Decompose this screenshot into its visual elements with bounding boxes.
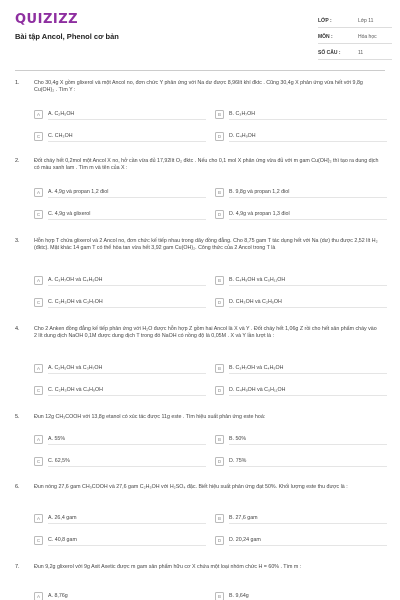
option-text: A. C₂H₅OH bbox=[48, 111, 75, 117]
answer-option-d[interactable] bbox=[215, 455, 387, 467]
option-letter-box: B bbox=[215, 435, 224, 444]
question-text: Đun nóng 27,6 gam CH₃COOH và 27,6 gam C₂H₅OH với H₂SO₄ đặc. Biết hiệu suất phản ứng đạt 50%. Khối lượng este thu được là : bbox=[34, 484, 348, 490]
meta-label: MÔN : bbox=[318, 33, 333, 40]
answer-option-a[interactable] bbox=[34, 274, 206, 286]
option-letter-box: D bbox=[215, 457, 224, 466]
option-text: A. C₃H₇OH và C₄H₉OH bbox=[48, 277, 103, 283]
option-underline bbox=[48, 545, 206, 546]
option-text: D. C₄H₉OH và C₅H₁₁OH bbox=[229, 387, 286, 393]
option-underline bbox=[229, 285, 387, 286]
option-letter-box: C bbox=[34, 386, 43, 395]
question-number: 1. bbox=[15, 80, 20, 86]
option-text: B. C₃H₇OH bbox=[229, 111, 256, 117]
option-underline bbox=[48, 466, 206, 467]
option-text: B. 9,64g bbox=[229, 593, 249, 599]
option-letter-box: B bbox=[215, 592, 224, 600]
option-text: D. 4,9g và propan 1,3 điol bbox=[229, 211, 290, 217]
option-letter-box: C bbox=[34, 132, 43, 141]
option-letter-box: A bbox=[34, 276, 43, 285]
answer-option-a[interactable] bbox=[34, 362, 206, 374]
option-underline bbox=[229, 523, 387, 524]
option-letter-box: A bbox=[34, 514, 43, 523]
question-text: Đun 12g CH₃COOH với 13,8g etanol có xúc tác được 11g este . Tìm hiệu suất phản ứng este hoá: bbox=[34, 414, 266, 420]
option-underline bbox=[48, 444, 206, 445]
option-underline bbox=[229, 373, 387, 374]
option-text: A. 8,76g bbox=[48, 593, 68, 599]
meta-grade bbox=[318, 14, 392, 28]
option-text: C. 62,5% bbox=[48, 458, 70, 464]
answer-option-a[interactable] bbox=[34, 108, 206, 120]
option-text: A. 4,9g và propan 1,2 điol bbox=[48, 189, 109, 195]
answer-option-a[interactable] bbox=[34, 186, 206, 198]
option-text: C. C₂H₅OH và C₄H₉OH bbox=[48, 387, 103, 393]
question-text: Đốt cháy hết 0,2mol một Ancol X no, hở cần vừa đủ 17,92lít O₂ đktc . Nếu cho 0,1 mol X phản ứng vừa đủ với m gam Cu(OH)₂ thì tạo ra dung dịch có màu xanh lam . Tìm m và tên của X : bbox=[34, 158, 379, 172]
answer-option-b[interactable] bbox=[215, 186, 387, 198]
meta-subject bbox=[318, 30, 392, 44]
meta-question-count bbox=[318, 46, 392, 60]
answer-option-d[interactable] bbox=[215, 208, 387, 220]
option-underline bbox=[48, 395, 206, 396]
option-underline bbox=[48, 307, 206, 308]
option-underline bbox=[48, 119, 206, 120]
option-letter-box: D bbox=[215, 536, 224, 545]
option-underline bbox=[229, 141, 387, 142]
answer-option-b[interactable] bbox=[215, 108, 387, 120]
option-underline bbox=[229, 197, 387, 198]
option-text: A. 55% bbox=[48, 436, 66, 442]
option-letter-box: C bbox=[34, 536, 43, 545]
question-text: Đun 9,2g glixerol với 9g Axit Axetic được m gam sản phẩm hữu cơ X chứa một loại nhóm chức H = 60% . Tìm m : bbox=[34, 564, 302, 570]
option-letter-box: D bbox=[215, 132, 224, 141]
option-letter-box: A bbox=[34, 364, 43, 373]
question-number: 2. bbox=[15, 158, 20, 164]
answer-option-d[interactable] bbox=[215, 384, 387, 396]
option-text: C. 4,9g và glixerol bbox=[48, 211, 91, 217]
option-letter-box: B bbox=[215, 364, 224, 373]
meta-label: SỐ CÂU : bbox=[318, 49, 341, 56]
meta-label: LỚP : bbox=[318, 17, 332, 24]
question-text: Cho 30,4g X gồm glixerol và một Ancol no, đơn chức Y phản ứng với Na dư được 8,96lít khí đktc . Cũng 30,4g X phản ứng vừa hết với 9,8g Cu(OH)₂ . Tìm Y : bbox=[34, 80, 363, 94]
answer-option-b[interactable] bbox=[215, 433, 387, 445]
answer-option-d[interactable] bbox=[215, 296, 387, 308]
option-text: A. C₂H₅OH và C₃H₇OH bbox=[48, 365, 103, 371]
answer-option-c[interactable] bbox=[34, 296, 206, 308]
answer-option-b[interactable] bbox=[215, 362, 387, 374]
option-letter-box: C bbox=[34, 298, 43, 307]
question-number: 6. bbox=[15, 484, 20, 490]
option-letter-box: C bbox=[34, 210, 43, 219]
meta-value: 11 bbox=[358, 49, 364, 56]
question-text: Hỗn hợp T chứa glixerol và 2 Ancol no, đơn chức kế tiếp nhau trong dãy đồng đẳng. Cho 8,75 gam T tác dụng hết với Na (dư) thu được 2,52 lít H₂ (đktc). Mặt khác 14 gam T có thể hòa tan vừa hết 3,92 gam Cu(OH)₂. Công thức của 2 Ancol trong T là bbox=[34, 238, 378, 252]
answer-option-c[interactable] bbox=[34, 130, 206, 142]
option-letter-box: B bbox=[215, 110, 224, 119]
header-divider bbox=[15, 70, 385, 71]
option-text: D. C₄H₉OH bbox=[229, 133, 256, 139]
option-text: B. 9,8g và propan 1,2 điol bbox=[229, 189, 290, 195]
answer-option-d[interactable] bbox=[215, 534, 387, 546]
answer-option-c[interactable] bbox=[34, 455, 206, 467]
option-text: B. 27,6 gam bbox=[229, 515, 258, 521]
option-underline bbox=[48, 373, 206, 374]
meta-value: Lớp 11 bbox=[358, 17, 374, 24]
option-underline bbox=[229, 545, 387, 546]
option-letter-box: D bbox=[215, 386, 224, 395]
option-underline bbox=[229, 466, 387, 467]
answer-option-b[interactable] bbox=[215, 590, 387, 600]
option-letter-box: D bbox=[215, 298, 224, 307]
option-text: B. C₄H₉OH và C₅H₁₁OH bbox=[229, 277, 286, 283]
worksheet-header bbox=[0, 0, 400, 70]
option-letter-box: B bbox=[215, 276, 224, 285]
option-letter-box: A bbox=[34, 435, 43, 444]
quizizz-logo: QUIZIZZ bbox=[15, 12, 79, 27]
option-underline bbox=[229, 395, 387, 396]
option-underline bbox=[229, 307, 387, 308]
option-text: D. CH₃OH và C₂H₅OH bbox=[229, 299, 282, 305]
question-text: Cho 2 Anken đồng đẳng kế tiếp phản ứng với H₂O được hỗn hợp Z gồm hai Ancol là X và Y . Đốt cháy hết 1,06g Z rồi cho hết sản phẩm cháy vào 2 lít dung dịch NaOH 0,1M được dung dịch T trong đó NaOH có nồng độ là 0,05M . X và Y lần lượt là : bbox=[34, 326, 377, 340]
option-text: B. C₃H₇OH và C₄H₉OH bbox=[229, 365, 284, 371]
option-letter-box: C bbox=[34, 457, 43, 466]
option-underline bbox=[48, 285, 206, 286]
option-letter-box: A bbox=[34, 188, 43, 197]
option-underline bbox=[48, 197, 206, 198]
answer-option-c[interactable] bbox=[34, 384, 206, 396]
option-underline bbox=[229, 219, 387, 220]
question-number: 4. bbox=[15, 326, 20, 332]
option-text: C. CH₃OH bbox=[48, 133, 73, 139]
option-letter-box: D bbox=[215, 210, 224, 219]
option-text: C. 40,8 gam bbox=[48, 537, 77, 543]
answer-option-c[interactable] bbox=[34, 208, 206, 220]
answer-option-b[interactable] bbox=[215, 512, 387, 524]
question-number: 3. bbox=[15, 238, 20, 244]
question-number: 7. bbox=[15, 564, 20, 570]
option-underline bbox=[229, 119, 387, 120]
answer-option-a[interactable] bbox=[34, 512, 206, 524]
option-text: D. 75% bbox=[229, 458, 247, 464]
answer-option-a[interactable] bbox=[34, 590, 206, 600]
question-number: 5. bbox=[15, 414, 20, 420]
answer-option-b[interactable] bbox=[215, 274, 387, 286]
meta-value: Hóa học bbox=[358, 33, 377, 40]
option-underline bbox=[48, 523, 206, 524]
option-letter-box: B bbox=[215, 188, 224, 197]
answer-option-a[interactable] bbox=[34, 433, 206, 445]
option-text: A. 26,4 gam bbox=[48, 515, 77, 521]
option-letter-box: A bbox=[34, 110, 43, 119]
option-text: B. 50% bbox=[229, 436, 247, 442]
option-underline bbox=[48, 219, 206, 220]
option-letter-box: B bbox=[215, 514, 224, 523]
option-underline bbox=[229, 444, 387, 445]
worksheet-title: Bài tập Ancol, Phenol cơ bản bbox=[15, 32, 119, 41]
option-underline bbox=[48, 141, 206, 142]
option-letter-box: A bbox=[34, 592, 43, 600]
answer-option-c[interactable] bbox=[34, 534, 206, 546]
option-text: C. C₂H₅OH và C₃H₇OH bbox=[48, 299, 103, 305]
answer-option-d[interactable] bbox=[215, 130, 387, 142]
option-text: D. 20,24 gam bbox=[229, 537, 261, 543]
